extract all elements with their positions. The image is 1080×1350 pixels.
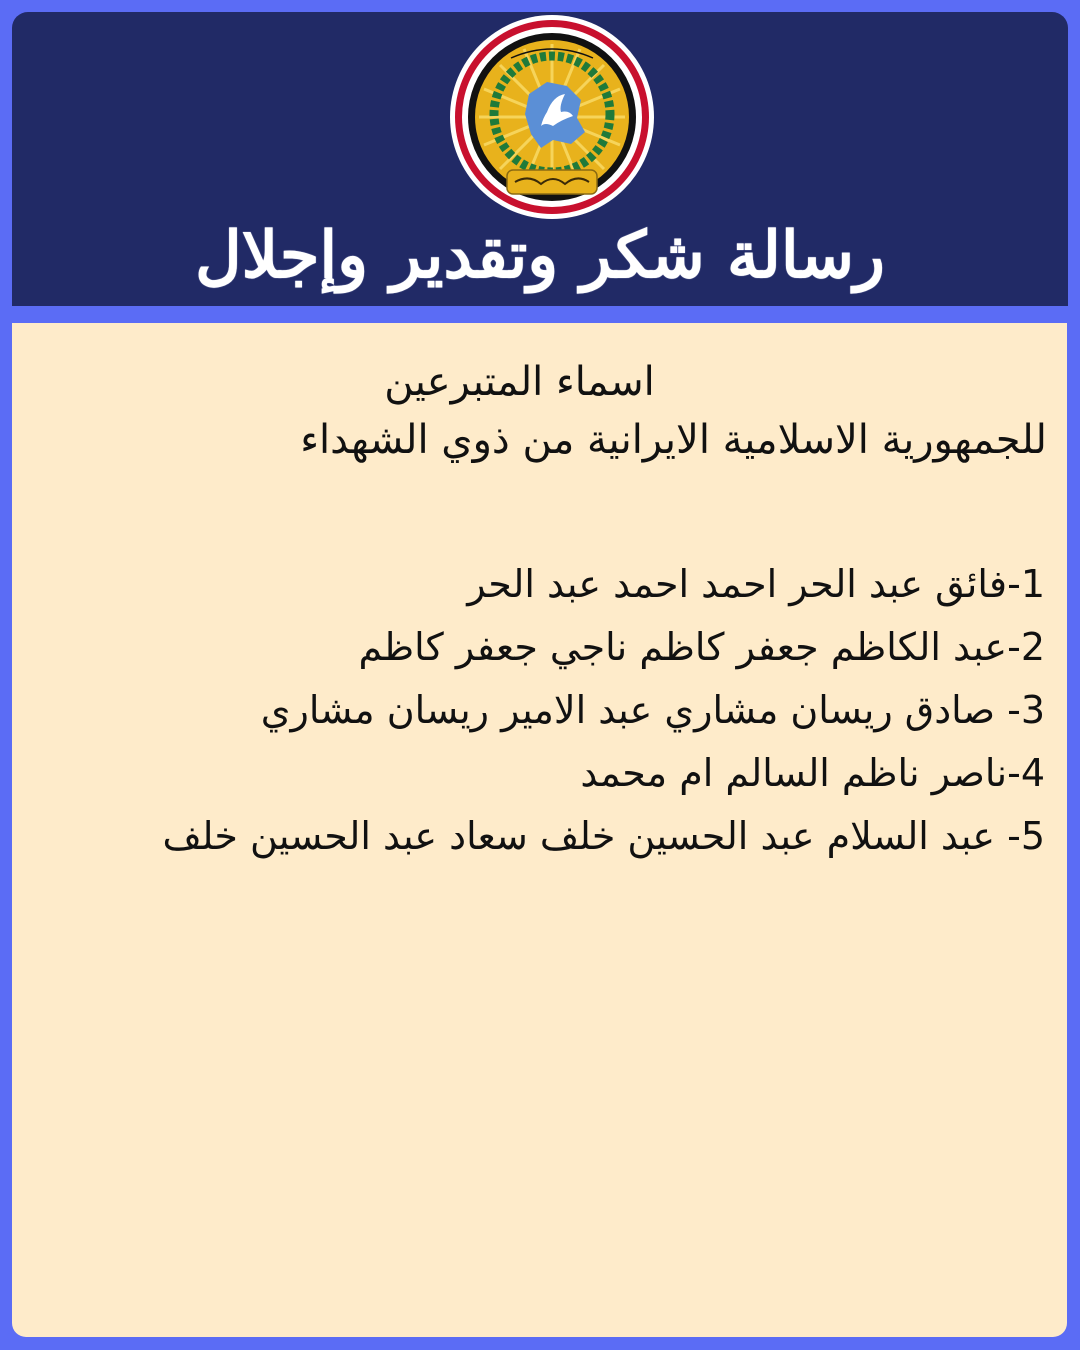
banner-title: رسالة شكر وتقدير وإجلال xyxy=(195,218,885,293)
header-banner xyxy=(12,12,1068,306)
content-panel xyxy=(12,323,1067,1337)
donor-item: 4-ناصر ناظم السالم ام محمد xyxy=(580,751,1045,795)
donors-heading xyxy=(12,353,1067,469)
donor-list xyxy=(162,553,1045,868)
donor-item: 1-فائق عبد الحر احمد احمد عبد الحر xyxy=(467,562,1045,606)
martyrs-foundation-seal-icon xyxy=(449,14,655,220)
heading-line-2: للجمهورية الاسلامية الايرانية من ذوي الشهداء xyxy=(300,417,1047,463)
donor-item: 5- عبد السلام عبد الحسين خلف سعاد عبد الحسين خلف xyxy=(162,814,1045,858)
donor-item: 2-عبد الكاظم جعفر كاظم ناجي جعفر كاظم xyxy=(358,625,1045,669)
donor-item: 3- صادق ريسان مشاري عبد الامير ريسان مشاري xyxy=(260,688,1045,732)
heading-line-1: اسماء المتبرعين xyxy=(384,359,655,405)
